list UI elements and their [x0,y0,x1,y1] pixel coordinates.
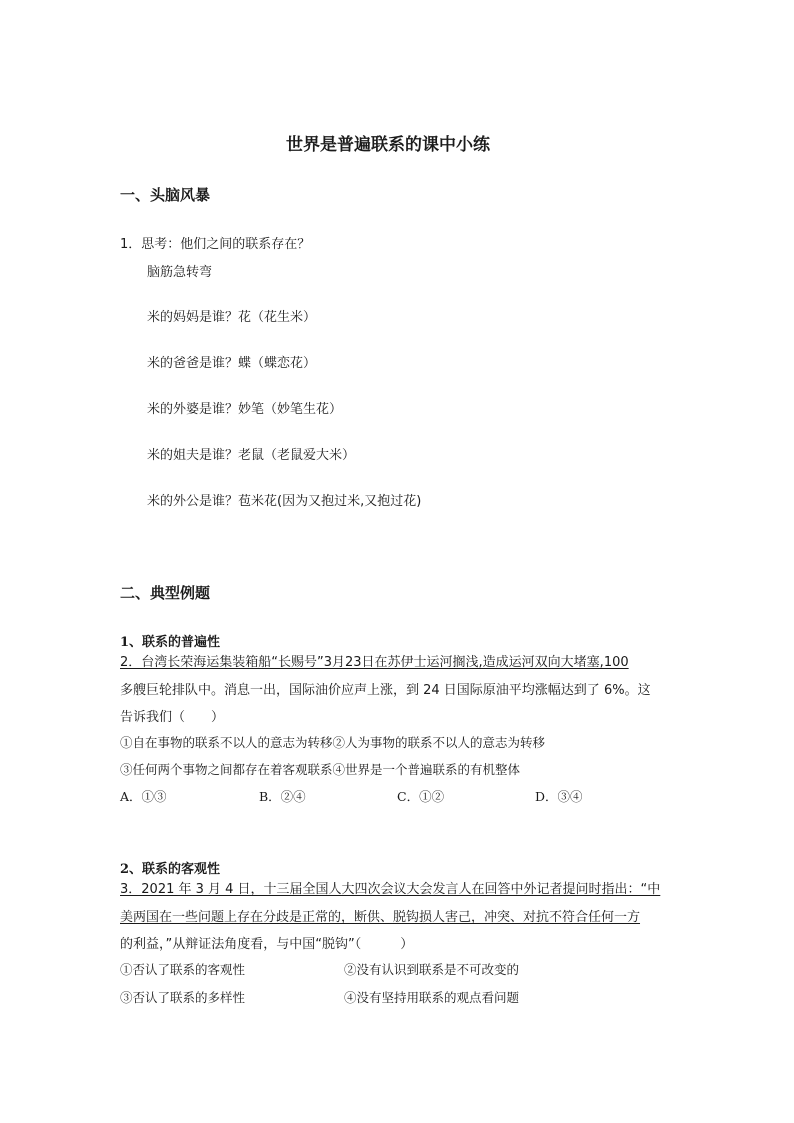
question-3-stem-line [120,878,660,897]
option-b: B．②④ [259,789,306,804]
question-2-stem-line: 告诉我们（ ） [120,710,225,725]
question-3-statement: ①否认了联系的客观性 [120,962,246,977]
question-3-stem-text: 美两国在一些问题上存在分歧是正常的，断供、脱钩损人害己，冲突、对抗不符合任何一方 [120,910,641,925]
question-2-statement: ③任何两个事物之间都存在着客观联系④世界是一个普遍联系的有机整体 [120,762,521,777]
question-3-statement: ④没有坚持用联系的观点看问题 [344,990,520,1005]
subheading-universality: 1、联系的普遍性 [120,635,221,650]
riddle-line: 米的爸爸是谁？蝶（蝶恋花） [147,356,317,371]
option-a: A．①③ [120,789,167,804]
option-c: C．①② [397,789,445,804]
subheading-objectivity: 2、联系的客观性 [120,862,221,877]
question-2-stem-text: 2．台湾长荣海运集装箱船“长赐号”3月23日在苏伊士运河搁浅,造成运河双向大堵塞,100 [120,655,629,670]
question-3-stem-line: 的利益，”从辩证法角度看，与中国“脱钩”（ ） [120,937,414,952]
question-1-prompt: 1．思考：他们之间的联系存在？ [120,237,311,252]
riddle-line: 米的妈妈是谁？花（花生米） [147,310,317,325]
section-heading-brainstorm: 一、头脑风暴 [120,186,211,204]
page-title: 世界是普遍联系的课中小练 [286,135,490,155]
option-d: D．③④ [535,789,583,804]
riddle-line: 米的姐夫是谁？老鼠（老鼠爱大米） [147,448,356,463]
question-3-stem-line [120,906,640,925]
riddle-subtitle: 脑筋急转弯 [147,265,213,280]
question-3-statement: ③否认了联系的多样性 [120,990,246,1005]
question-3-statement: ②没有认识到联系是不可改变的 [344,962,520,977]
riddle-line: 米的外婆是谁？妙笔（妙笔生花） [147,402,343,417]
question-3-stem-text: 3．2021 年 3 月 4 日，十三届全国人大四次会议大会发言人在回答中外记者提问时指出：“中 [120,882,661,897]
section-heading-examples: 二、典型例题 [120,584,211,602]
question-2-stem-line [120,651,629,670]
question-2-stem-line: 多艘巨轮排队中。消息一出，国际油价应声上涨，到 24 日国际原油平均涨幅达到了 6%。这 [120,683,651,698]
question-2-statement: ①自在事物的联系不以人的意志为转移②人为事物的联系不以人的意志为转移 [120,735,546,750]
riddle-line: 米的外公是谁？苞米花(因为又抱过米,又抱过花) [147,494,422,509]
